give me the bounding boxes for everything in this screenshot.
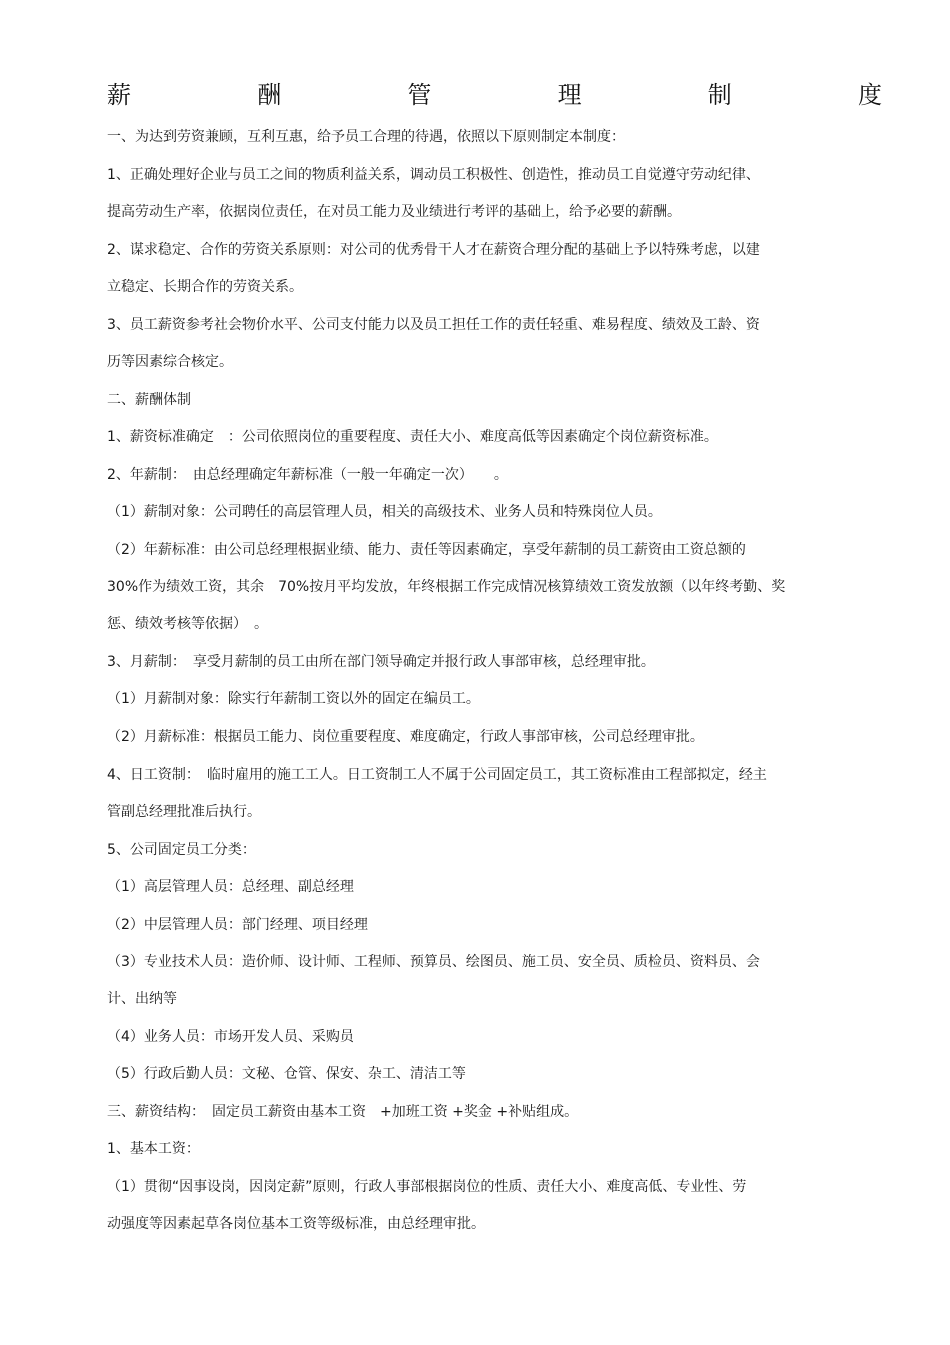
body-line: （2）中层管理人员：部门经理、项目经理: [107, 917, 368, 933]
section-heading-2: 二、薪酬体制: [107, 392, 191, 408]
body-line: （3）专业技术人员：造价师、设计师、工程师、预算员、绘图员、施工员、安全员、质检员、资料员、会: [107, 954, 760, 970]
body-line: 历等因素综合核定。: [107, 354, 233, 370]
title-char: 制: [707, 81, 732, 109]
body-line: 3、员工薪资参考社会物价水平、公司支付能力以及员工担任工作的责任轻重、难易程度、绩效及工龄、资: [107, 317, 760, 333]
body-line: （1）薪制对象：公司聘任的高层管理人员，相关的高级技术、业务人员和特殊岗位人员。: [107, 504, 662, 520]
body-line: （2）年薪标准：由公司总经理根据业绩、能力、责任等因素确定，享受年薪制的员工薪资由工资总额的: [107, 542, 746, 558]
title-char: 酬: [257, 81, 282, 109]
body-line: 30%作为绩效工资，其余 70%按月平均发放，年终根据工作完成情况核算绩效工资发放额（以年终考勤、奖: [107, 579, 786, 595]
title-char: 薪: [107, 81, 131, 109]
body-line: 计、出纳等: [107, 991, 177, 1007]
body-line: 管副总经理批准后执行。: [107, 804, 261, 820]
title-char: 理: [557, 81, 582, 109]
section-heading-1: 一、为达到劳资兼顾，互利互惠，给予员工合理的待遇，依照以下原则制定本制度：: [107, 129, 625, 145]
body-line: （2）月薪标准：根据员工能力、岗位重要程度、难度确定，行政人事部审核，公司总经理审批。: [107, 729, 704, 745]
body-line: （4）业务人员：市场开发人员、采购员: [107, 1029, 354, 1045]
body-line: （1）高层管理人员：总经理、副总经理: [107, 879, 354, 895]
body-line: 1、基本工资：: [107, 1141, 200, 1157]
body-line: 立稳定、长期合作的劳资关系。: [107, 279, 303, 295]
title-char: 管: [407, 81, 432, 109]
title-char: 度: [857, 81, 882, 109]
body-line: 动强度等因素起草各岗位基本工资等级标准，由总经理审批。: [107, 1216, 485, 1232]
body-line: 5、公司固定员工分类：: [107, 842, 256, 858]
body-line: （1）月薪制对象：除实行年薪制工资以外的固定在编员工。: [107, 691, 480, 707]
body-line: 3、月薪制： 享受月薪制的员工由所在部门领导确定并报行政人事部审核，总经理审批。: [107, 654, 655, 670]
body-line: 1、正确处理好企业与员工之间的物质利益关系，调动员工积极性、创造性，推动员工自觉遵守劳动纪律、: [107, 167, 760, 183]
body-line: 2、谋求稳定、合作的劳资关系原则：对公司的优秀骨干人才在薪资合理分配的基础上予以特殊考虑，以建: [107, 242, 760, 258]
body-line: （5）行政后勤人员：文秘、仓管、保安、杂工、清洁工等: [107, 1066, 466, 1082]
section-heading-3: 三、薪资结构： 固定员工薪资由基本工资 +加班工资 +奖金 +补贴组成。: [107, 1104, 579, 1120]
body-line: 惩、绩效考核等依据） 。: [107, 616, 268, 632]
page-title: [107, 80, 882, 110]
body-line: 2、年薪制： 由总经理确定年薪标准（一般一年确定一次） 。: [107, 467, 508, 483]
body-line: 提高劳动生产率，依据岗位责任，在对员工能力及业绩进行考评的基础上，给予必要的薪酬。: [107, 204, 681, 220]
body-line: （1）贯彻“因事设岗，因岗定薪”原则，行政人事部根据岗位的性质、责任大小、难度高低、专业性、劳: [107, 1179, 747, 1195]
body-line: 1、薪资标准确定 ：公司依照岗位的重要程度、责任大小、难度高低等因素确定个岗位薪资标准。: [107, 429, 718, 445]
body-line: 4、日工资制： 临时雇用的施工工人。日工资制工人不属于公司固定员工，其工资标准由工程部拟定，经主: [107, 767, 767, 783]
